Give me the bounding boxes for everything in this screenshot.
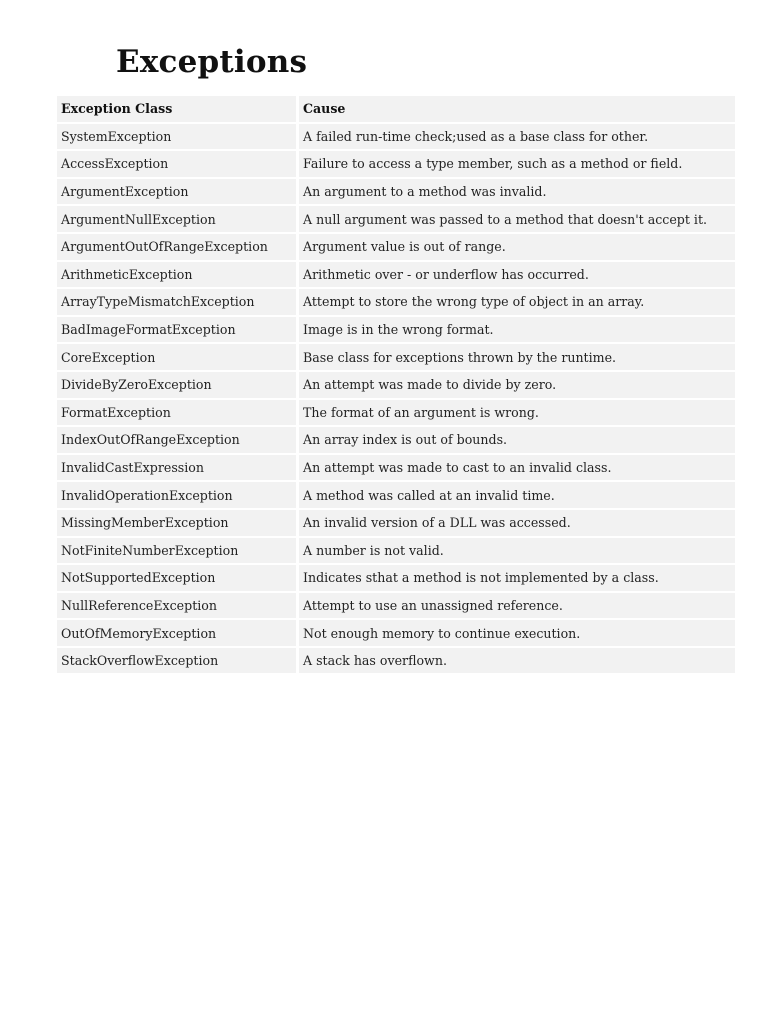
page-title: Exceptions <box>116 44 308 80</box>
cell-cause: Arithmetic over - or underflow has occurred. <box>296 262 735 288</box>
table-row <box>57 510 735 536</box>
table-row <box>57 344 735 370</box>
table-row <box>57 538 735 564</box>
cell-cause: Failure to access a type member, such as a method or field. <box>296 151 735 177</box>
cell-exception-class: InvalidCastExpression <box>57 455 296 481</box>
cell-cause: A null argument was passed to a method that doesn't accept it. <box>296 206 735 232</box>
table-row <box>57 455 735 481</box>
header-exception-class: Exception Class <box>57 96 296 122</box>
table-header <box>57 96 735 122</box>
table-row <box>57 593 735 619</box>
exceptions-table <box>57 94 735 675</box>
cell-cause: Not enough memory to continue execution. <box>296 620 735 646</box>
cell-cause: Argument value is out of range. <box>296 234 735 260</box>
table-body <box>57 124 735 674</box>
cell-exception-class: NullReferenceException <box>57 593 296 619</box>
table-header-row <box>57 96 735 122</box>
cell-exception-class: ArgumentOutOfRangeException <box>57 234 296 260</box>
cell-cause: A failed run-time check;used as a base class for other. <box>296 124 735 150</box>
cell-exception-class: OutOfMemoryException <box>57 620 296 646</box>
cell-exception-class: CoreException <box>57 344 296 370</box>
table-row <box>57 482 735 508</box>
cell-exception-class: ArgumentException <box>57 179 296 205</box>
table-row <box>57 427 735 453</box>
cell-cause: Attempt to store the wrong type of object in an array. <box>296 289 735 315</box>
cell-cause: Indicates sthat a method is not implemented by a class. <box>296 565 735 591</box>
cell-exception-class: FormatException <box>57 400 296 426</box>
cell-exception-class: DivideByZeroException <box>57 372 296 398</box>
cell-exception-class: MissingMemberException <box>57 510 296 536</box>
cell-exception-class: NotFiniteNumberException <box>57 538 296 564</box>
cell-cause: An array index is out of bounds. <box>296 427 735 453</box>
cell-exception-class: ArithmeticException <box>57 262 296 288</box>
cell-exception-class: AccessException <box>57 151 296 177</box>
table-row <box>57 124 735 150</box>
table-row <box>57 262 735 288</box>
cell-cause: Image is in the wrong format. <box>296 317 735 343</box>
cell-cause: An invalid version of a DLL was accessed. <box>296 510 735 536</box>
cell-cause: An attempt was made to divide by zero. <box>296 372 735 398</box>
cell-cause: A stack has overflown. <box>296 648 735 674</box>
table-row <box>57 317 735 343</box>
table-row <box>57 400 735 426</box>
cell-cause: A method was called at an invalid time. <box>296 482 735 508</box>
cell-cause: An attempt was made to cast to an invalid class. <box>296 455 735 481</box>
cell-cause: Attempt to use an unassigned reference. <box>296 593 735 619</box>
table-row <box>57 289 735 315</box>
cell-exception-class: StackOverflowException <box>57 648 296 674</box>
cell-cause: Base class for exceptions thrown by the runtime. <box>296 344 735 370</box>
exceptions-table-container <box>57 94 735 675</box>
cell-cause: A number is not valid. <box>296 538 735 564</box>
table-row <box>57 234 735 260</box>
cell-exception-class: IndexOutOfRangeException <box>57 427 296 453</box>
cell-cause: An argument to a method was invalid. <box>296 179 735 205</box>
cell-exception-class: NotSupportedException <box>57 565 296 591</box>
table-row <box>57 179 735 205</box>
table-row <box>57 620 735 646</box>
cell-exception-class: InvalidOperationException <box>57 482 296 508</box>
table-row <box>57 206 735 232</box>
header-cause: Cause <box>296 96 735 122</box>
cell-cause: The format of an argument is wrong. <box>296 400 735 426</box>
table-row <box>57 648 735 674</box>
cell-exception-class: BadImageFormatException <box>57 317 296 343</box>
table-row <box>57 565 735 591</box>
cell-exception-class: SystemException <box>57 124 296 150</box>
cell-exception-class: ArgumentNullException <box>57 206 296 232</box>
table-row <box>57 151 735 177</box>
table-row <box>57 372 735 398</box>
cell-exception-class: ArrayTypeMismatchException <box>57 289 296 315</box>
